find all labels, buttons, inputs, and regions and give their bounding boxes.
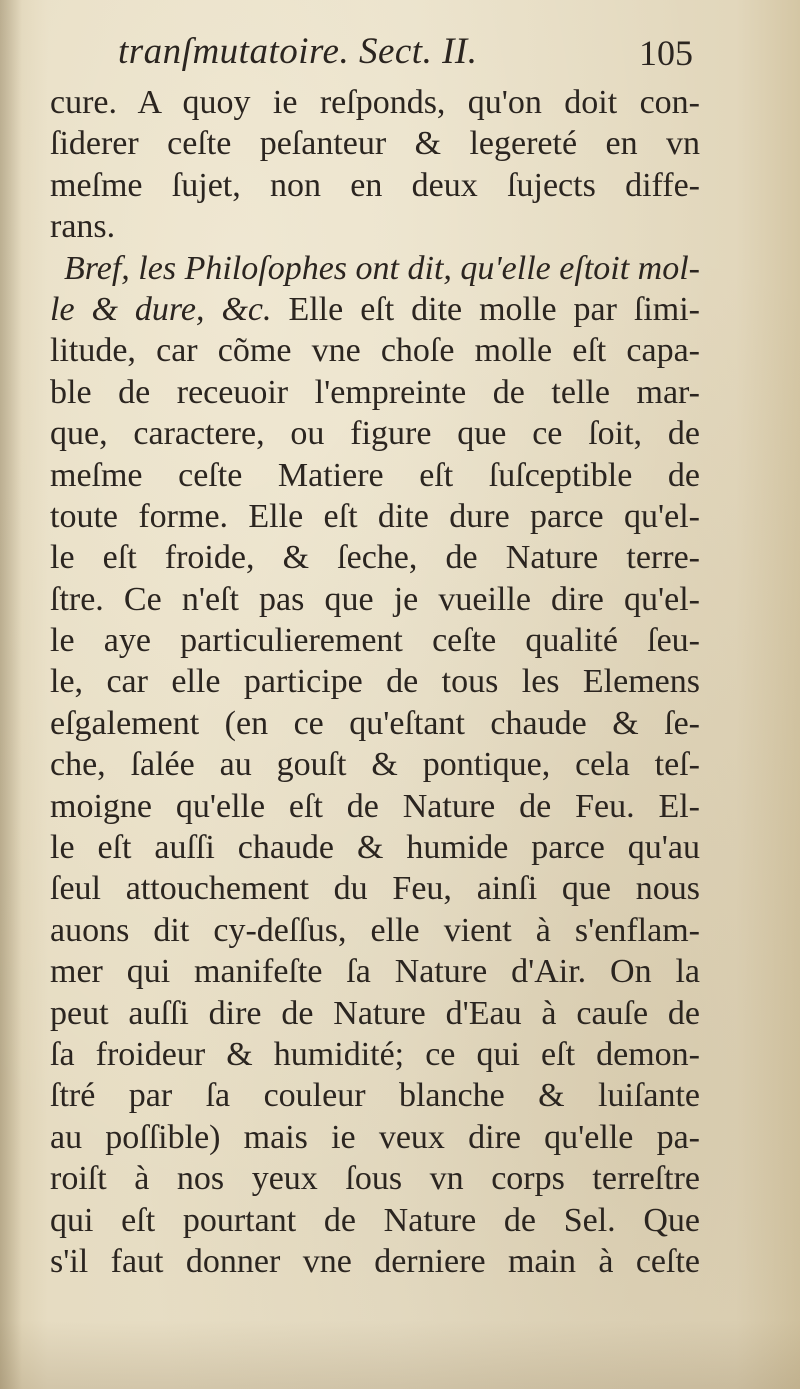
roman-text: le eſt auſſi chaude & humide parce qu'au: [50, 829, 700, 867]
text-line: [50, 993, 700, 1034]
text-line: [50, 786, 700, 827]
text-line: [50, 1241, 700, 1282]
roman-text: meſme ceſte Matiere eſt ſuſceptible de: [50, 456, 700, 494]
roman-text: ſa froideur & humidité; ce qui eſt demon-: [50, 1035, 700, 1073]
text-line: [50, 827, 700, 868]
text-line: [50, 868, 700, 909]
roman-text: roiſt à nos yeux ſous vn corps terreſtre: [50, 1160, 700, 1198]
roman-text: eſgalement (en ce qu'eſtant chaude & ſe-: [50, 704, 700, 742]
text-line: [50, 330, 700, 371]
roman-text: ſtre. Ce n'eſt pas que je vueille dire qu'el-: [50, 580, 700, 618]
text-line: [50, 289, 700, 330]
roman-text: moigne qu'elle eſt de Nature de Feu. El-: [50, 787, 700, 825]
page-gutter-shadow: [0, 0, 22, 1389]
body-text: [50, 82, 700, 1282]
text-line: [50, 1117, 700, 1158]
text-line: [50, 1200, 700, 1241]
text-line: [50, 579, 700, 620]
roman-text: que, caractere, ou figure que ce ſoit, de: [50, 415, 700, 453]
italic-text: le & dure, &c.: [50, 290, 272, 328]
text-line: [50, 413, 700, 454]
text-line: [50, 372, 700, 413]
page-number: 105: [639, 33, 693, 73]
page-header: [118, 22, 693, 82]
roman-text: s'il faut donner vne derniere main à ceſte: [50, 1242, 700, 1280]
text-line: [50, 703, 700, 744]
roman-text: le eſt froide, & ſeche, de Nature terre-: [50, 539, 700, 577]
italic-text: Bref, les Philoſophes ont dit, qu'elle eſtoit mol-: [64, 249, 700, 287]
roman-text: au poſſible) mais ie veux dire qu'elle pa-: [50, 1118, 700, 1156]
text-line: [50, 248, 700, 289]
text-line: [50, 82, 700, 123]
roman-text: mer qui manifeſte ſa Nature d'Air. On la: [50, 953, 700, 991]
roman-text: Elle eſt dite molle par ſimi-: [271, 290, 700, 328]
text-line: [50, 123, 700, 164]
text-line: [50, 620, 700, 661]
roman-text: le aye particulierement ceſte qualité ſeu-: [50, 622, 700, 660]
roman-text: ſeul attouchement du Feu, ainſi que nous: [50, 870, 700, 908]
roman-text: qui eſt pourtant de Nature de Sel. Que: [50, 1201, 700, 1239]
text-line: [50, 455, 700, 496]
roman-text: cure. A quoy ie reſponds, qu'on doit con-: [50, 84, 700, 121]
roman-text: toute forme. Elle eſt dite dure parce qu'el-: [50, 497, 700, 535]
roman-text: rans.: [50, 208, 116, 246]
roman-text: auons dit cy-deſſus, elle vient à s'enflam-: [50, 911, 700, 949]
roman-text: ſiderer ceſte peſanteur & legereté en vn: [50, 125, 700, 163]
text-line: [50, 661, 700, 702]
text-line: [50, 496, 700, 537]
roman-text: meſme ſujet, non en deux ſujects diffe-: [50, 166, 700, 204]
running-title: tranſmutatoire. Sect. II.: [118, 31, 478, 72]
roman-text: litude, car cõme vne choſe molle eſt capa-: [50, 332, 700, 370]
text-line: [50, 1158, 700, 1199]
roman-text: che, ſalée au gouſt & pontique, cela teſ-: [50, 746, 700, 784]
text-line: [50, 744, 700, 785]
text-line: [50, 1075, 700, 1116]
roman-text: ble de receuoir l'empreinte de telle mar-: [50, 373, 700, 411]
text-line: [50, 910, 700, 951]
text-line: [50, 206, 700, 247]
text-line: [50, 537, 700, 578]
roman-text: peut auſſi dire de Nature d'Eau à cauſe de: [50, 994, 700, 1032]
text-line: [50, 165, 700, 206]
text-line: [50, 951, 700, 992]
page-bottom-stain: [0, 1320, 800, 1389]
roman-text: le, car elle participe de tous les Elemens: [50, 663, 700, 701]
roman-text: ſtré par ſa couleur blanche & luiſante: [50, 1077, 700, 1115]
text-line: [50, 1034, 700, 1075]
